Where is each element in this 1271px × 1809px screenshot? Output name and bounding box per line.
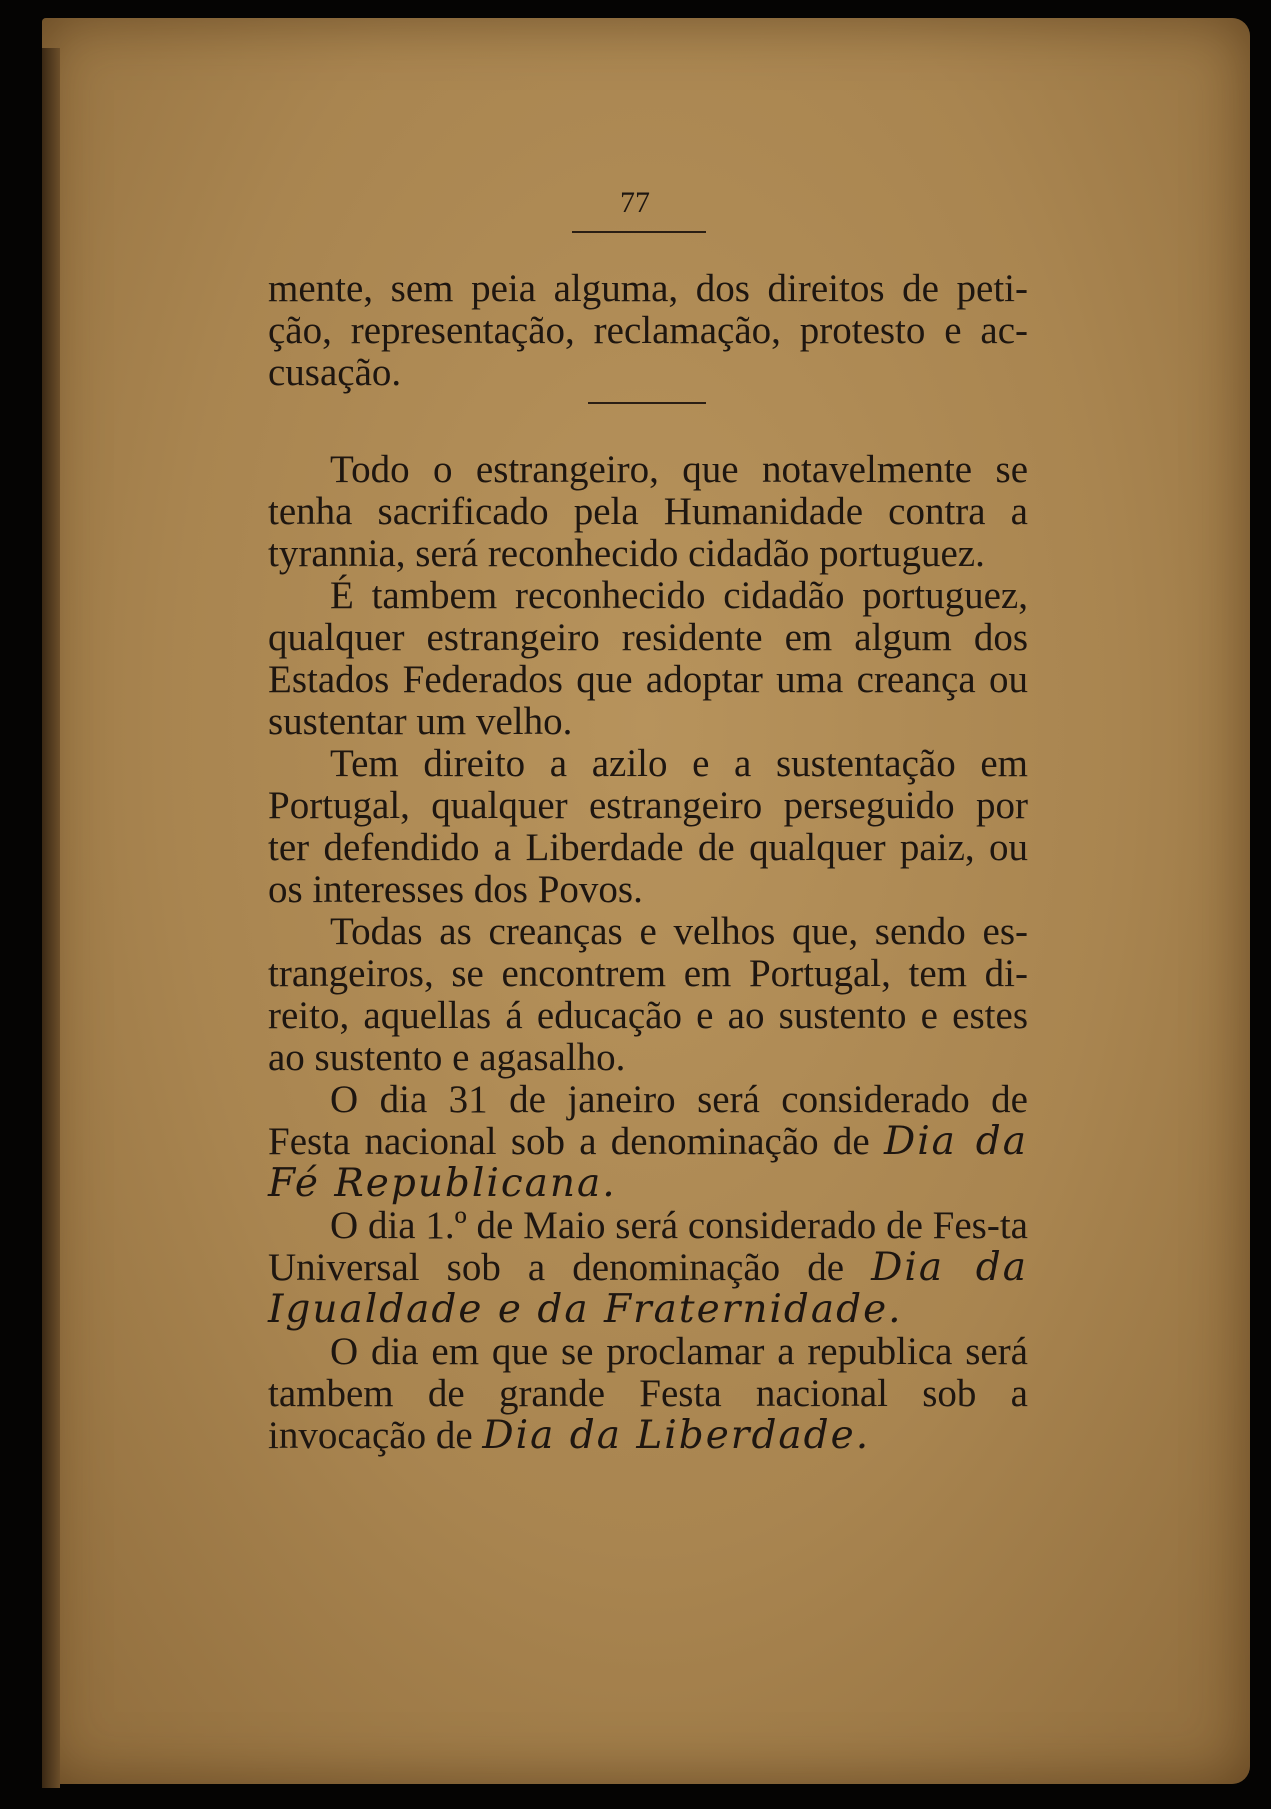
festa-name: Dia da Igualdade e da Fraternidade. (268, 1245, 1029, 1332)
paragraph-festa-republica (268, 1331, 1028, 1457)
festa-text: O dia 1.º de Maio será considerado de Fes-ta Universal sob a denominação de (268, 1204, 1028, 1289)
paragraph-foreigner-citizen: Todo o estrangeiro, que notavelmente se tenha sacrificado pela Humanidade contra a tyrannia, será reconhecido cidadão portuguez. (268, 448, 1028, 575)
festa-name: Dia da Fé Republicana. (268, 1119, 1029, 1206)
body-text (268, 449, 1028, 1457)
opening-paragraph: mente, sem peia alguma, dos direitos de peti-ção, representação, reclamação, protesto e ac-cusação. (268, 267, 1028, 394)
festa-name: Dia da Liberdade. (482, 1413, 871, 1458)
paragraph-children-elderly: Todas as creanças e velhos que, sendo es-trangeiros, se encontrem em Portugal, tem di-reito, aquellas á educação e ao sustento e estes ao sustento e agasalho. (268, 910, 1028, 1079)
header-rule (572, 231, 706, 233)
paragraph-adoption-citizen: É tambem reconhecido cidadão portuguez, qualquer estrangeiro residente em algum dos Estados Federados que adoptar uma creança ou sustentar um velho. (268, 574, 1028, 743)
festa-text: O dia 31 de janeiro será considerado de Festa nacional sob a denominação de (268, 1078, 1028, 1163)
book-spine (42, 48, 60, 1788)
page-number: 77 (620, 186, 650, 219)
festa-text: O dia em que se proclamar a republica será tambem de grande Festa nacional sob a invocação de (268, 1330, 1028, 1457)
opening-text (268, 268, 1028, 394)
paragraph-asylum: Tem direito a azilo e a sustentação em Portugal, qualquer estrangeiro perseguido por ter defendido a Liberdade de qualquer paiz, ou os interesses dos Povos. (268, 742, 1028, 911)
paragraph-festa-1-maio (268, 1205, 1028, 1331)
section-divider (588, 402, 706, 404)
paragraph-festa-31-janeiro (268, 1079, 1028, 1205)
